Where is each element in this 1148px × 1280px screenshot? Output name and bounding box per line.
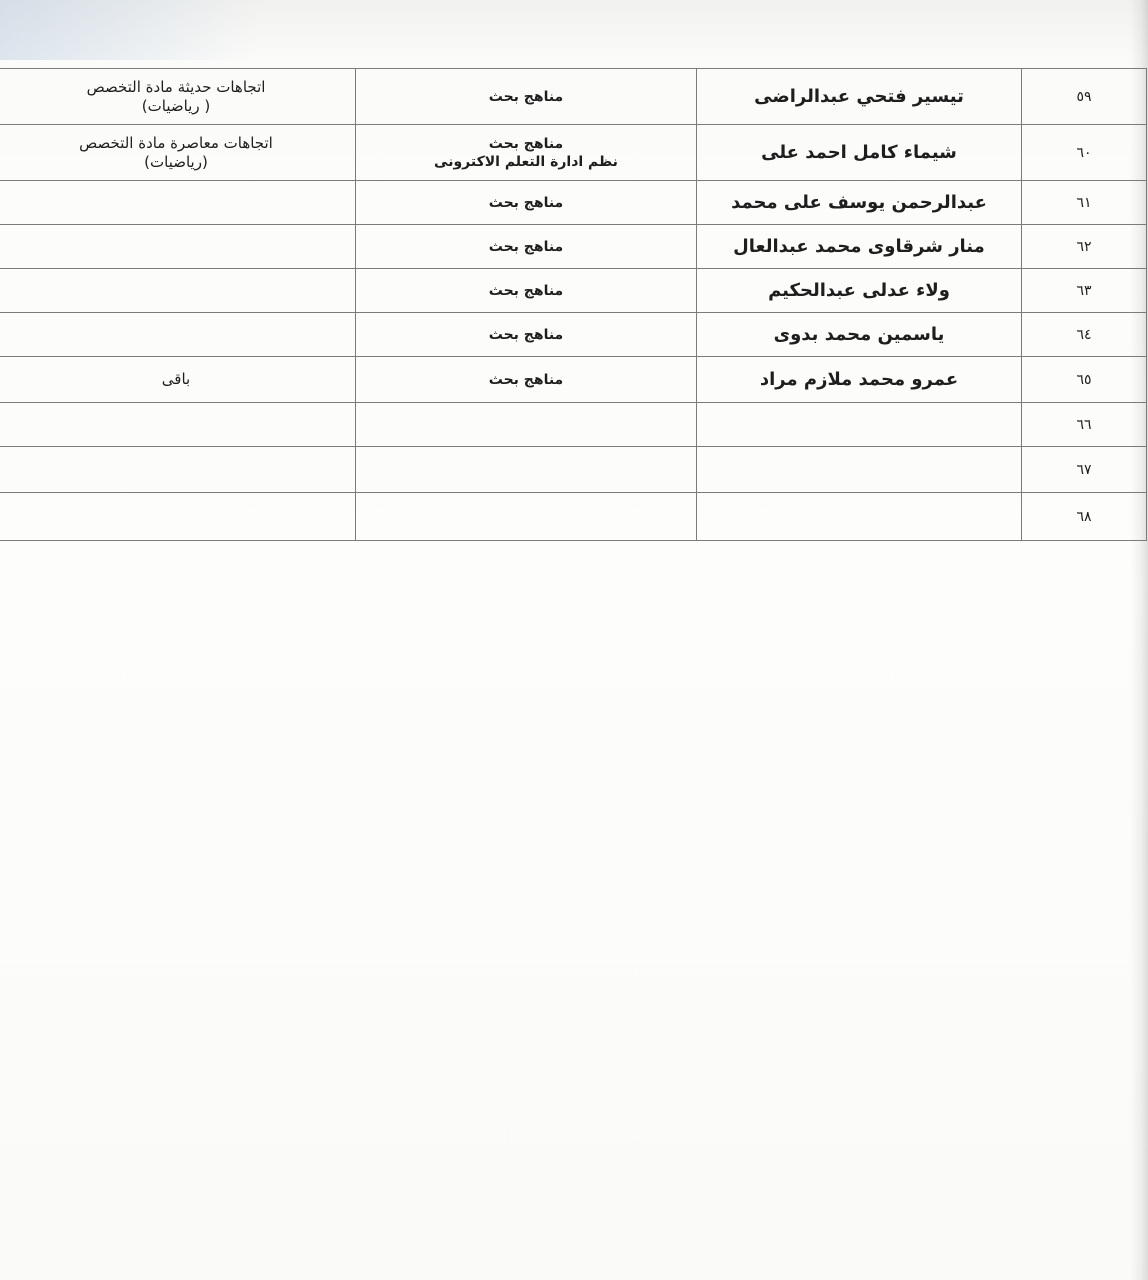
- course-cell: [356, 403, 697, 447]
- students-table: [0, 68, 1147, 541]
- remark-line: باقى: [161, 370, 191, 388]
- student-name-cell: عبدالرحمن يوسف على محمد: [697, 181, 1022, 225]
- course-line: مناهج بحث: [488, 326, 564, 343]
- row-number-cell: ٦٨: [1022, 493, 1147, 541]
- remark-line: (رياضيات): [144, 152, 208, 171]
- row-number-cell: ٦٥: [1022, 357, 1147, 403]
- student-name-cell: تيسير فتحي عبدالراضى: [697, 69, 1022, 125]
- student-name-cell: شيماء كامل احمد على: [697, 125, 1022, 181]
- course-cell: [356, 225, 697, 269]
- course-line: مناهج بحث: [488, 88, 564, 105]
- remark-cell: [0, 181, 356, 225]
- table-row: [0, 493, 1147, 541]
- table-row: [0, 447, 1147, 493]
- student-name-cell: ولاء عدلى عبدالحكيم: [697, 269, 1022, 313]
- table-row: [0, 69, 1147, 125]
- remark-cell: [0, 403, 356, 447]
- table-row: [0, 313, 1147, 357]
- student-name-cell: منار شرقاوى محمد عبدالعال: [697, 225, 1022, 269]
- course-cell: [356, 69, 697, 125]
- course-cell: [356, 357, 697, 403]
- remark-cell: [0, 493, 356, 541]
- course-line: مناهج بحث: [488, 194, 564, 211]
- course-line: مناهج بحث: [488, 238, 564, 255]
- row-number-cell: ٥٩: [1022, 69, 1147, 125]
- course-line: مناهج بحث: [488, 135, 564, 152]
- student-name-cell: [697, 447, 1022, 493]
- row-number-cell: ٦٤: [1022, 313, 1147, 357]
- remark-cell: [0, 225, 356, 269]
- table-row: [0, 403, 1147, 447]
- student-name-cell: [697, 403, 1022, 447]
- scan-smudge: [0, 0, 320, 60]
- remark-line: اتجاهات حديثة مادة التخصص: [86, 77, 266, 96]
- row-number-cell: ٦٦: [1022, 403, 1147, 447]
- course-cell: [356, 493, 697, 541]
- remark-line: ( رياضيات): [141, 96, 211, 115]
- remark-line: اتجاهات معاصرة مادة التخصص: [79, 133, 273, 152]
- course-line: نظم ادارة التعلم الاكترونى: [434, 153, 618, 170]
- row-number-cell: ٦٣: [1022, 269, 1147, 313]
- row-number-cell: ٦٢: [1022, 225, 1147, 269]
- student-name-cell: ياسمين محمد بدوى: [697, 313, 1022, 357]
- course-cell: [356, 313, 697, 357]
- remark-cell: [0, 69, 356, 125]
- course-cell: [356, 125, 697, 181]
- student-name-cell: [697, 493, 1022, 541]
- course-line: مناهج بحث: [488, 371, 564, 388]
- course-cell: [356, 269, 697, 313]
- remark-cell: [0, 447, 356, 493]
- table-row: [0, 125, 1147, 181]
- student-name-cell: عمرو محمد ملازم مراد: [697, 357, 1022, 403]
- course-line: مناهج بحث: [488, 282, 564, 299]
- remark-cell: [0, 313, 356, 357]
- course-cell: [356, 181, 697, 225]
- remark-cell: [0, 357, 356, 403]
- remark-cell: [0, 125, 356, 181]
- table-row: [0, 269, 1147, 313]
- course-cell: [356, 447, 697, 493]
- table-row: [0, 181, 1147, 225]
- row-number-cell: ٦١: [1022, 181, 1147, 225]
- remark-cell: [0, 269, 356, 313]
- row-number-cell: ٦٧: [1022, 447, 1147, 493]
- table-row: [0, 357, 1147, 403]
- students-table-body: [0, 69, 1147, 541]
- table-row: [0, 225, 1147, 269]
- row-number-cell: ٦٠: [1022, 125, 1147, 181]
